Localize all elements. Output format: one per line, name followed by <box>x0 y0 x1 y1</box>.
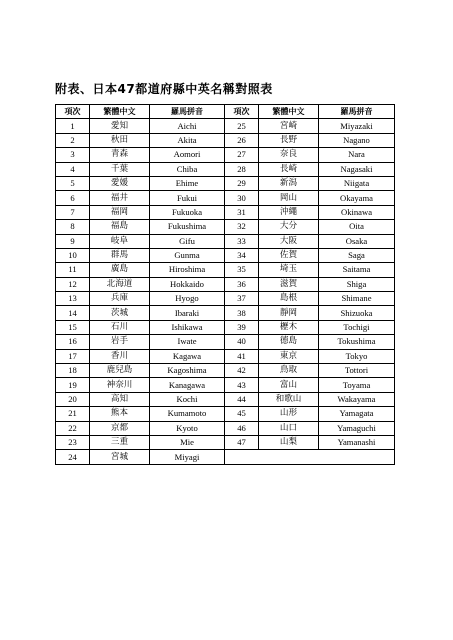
row-romaji-name-2: Okayama <box>319 191 395 205</box>
row-index-2: 40 <box>225 335 259 349</box>
row-romaji-name-2: Saga <box>319 248 395 262</box>
table-body <box>56 119 395 464</box>
row-chinese-name-2: 山形 <box>259 407 319 421</box>
row-index: 11 <box>56 263 90 277</box>
row-chinese-name: 福島 <box>90 220 150 234</box>
row-index: 7 <box>56 205 90 219</box>
row-index-2: 25 <box>225 119 259 133</box>
row-index-2: 42 <box>225 364 259 378</box>
row-index: 8 <box>56 220 90 234</box>
row-romaji-name-2: Tokushima <box>319 335 395 349</box>
header-chinese: 繁體中文 <box>90 105 150 119</box>
row-index-2: 33 <box>225 234 259 248</box>
row-chinese-name: 福井 <box>90 191 150 205</box>
row-romaji-name-2: Nagasaki <box>319 162 395 176</box>
row-index-2: 45 <box>225 407 259 421</box>
row-index: 22 <box>56 421 90 435</box>
row-index-2: 43 <box>225 378 259 392</box>
row-chinese-name: 福岡 <box>90 205 150 219</box>
row-chinese-name-2: 滋賀 <box>259 277 319 291</box>
row-chinese-name: 熊本 <box>90 407 150 421</box>
row-chinese-name: 愛媛 <box>90 176 150 190</box>
row-romaji-name: Fukui <box>150 191 225 205</box>
table-row <box>56 119 395 133</box>
row-chinese-name: 北海道 <box>90 277 150 291</box>
row-romaji-name: Aomori <box>150 148 225 162</box>
table-row <box>56 349 395 363</box>
header-romaji: 羅馬拼音 <box>150 105 225 119</box>
row-index-2: 26 <box>225 133 259 147</box>
table-row <box>56 292 395 306</box>
row-index-2: 30 <box>225 191 259 205</box>
row-index: 2 <box>56 133 90 147</box>
row-index-2: 36 <box>225 277 259 291</box>
prefecture-table <box>55 104 395 465</box>
row-chinese-name: 千葉 <box>90 162 150 176</box>
table-row <box>56 148 395 162</box>
row-chinese-name: 愛知 <box>90 119 150 133</box>
row-romaji-name-2: Yamanashi <box>319 435 395 449</box>
row-chinese-name-2: 長野 <box>259 133 319 147</box>
table-row <box>56 176 395 190</box>
row-index-2: 29 <box>225 176 259 190</box>
table-header-row <box>56 105 395 119</box>
row-index-2: 37 <box>225 292 259 306</box>
row-chinese-name: 香川 <box>90 349 150 363</box>
row-chinese-name-2: 山梨 <box>259 435 319 449</box>
row-romaji-name-2: Tochigi <box>319 320 395 334</box>
table-row <box>56 407 395 421</box>
row-chinese-name: 廣島 <box>90 263 150 277</box>
row-romaji-name: Hiroshima <box>150 263 225 277</box>
row-chinese-name: 石川 <box>90 320 150 334</box>
row-chinese-name-2: 沖繩 <box>259 205 319 219</box>
table-row <box>56 277 395 291</box>
row-romaji-name: Kagawa <box>150 349 225 363</box>
row-chinese-name-2: 宮崎 <box>259 119 319 133</box>
row-chinese-name: 兵庫 <box>90 292 150 306</box>
row-romaji-name-2: Tokyo <box>319 349 395 363</box>
header-romaji-2: 羅馬拼音 <box>319 105 395 119</box>
row-romaji-name: Kumamoto <box>150 407 225 421</box>
row-romaji-name-2: Nagano <box>319 133 395 147</box>
row-index: 1 <box>56 119 90 133</box>
row-index: 18 <box>56 364 90 378</box>
row-romaji-name-2: Osaka <box>319 234 395 248</box>
row-index: 17 <box>56 349 90 363</box>
row-romaji-name: Gifu <box>150 234 225 248</box>
row-chinese-name: 青森 <box>90 148 150 162</box>
row-romaji-name-2: Shizuoka <box>319 306 395 320</box>
table-row <box>56 162 395 176</box>
row-romaji-name: Iwate <box>150 335 225 349</box>
row-romaji-name-2: Yamagata <box>319 407 395 421</box>
row-romaji-name: Ibaraki <box>150 306 225 320</box>
row-romaji-name: Kagoshima <box>150 364 225 378</box>
empty-cell <box>225 450 395 464</box>
row-romaji-name: Aichi <box>150 119 225 133</box>
row-index: 13 <box>56 292 90 306</box>
row-chinese-name-2: 大阪 <box>259 234 319 248</box>
row-index-2: 28 <box>225 162 259 176</box>
row-romaji-name-2: Okinawa <box>319 205 395 219</box>
row-chinese-name: 茨城 <box>90 306 150 320</box>
row-chinese-name: 岩手 <box>90 335 150 349</box>
row-index-2: 35 <box>225 263 259 277</box>
table-row <box>56 191 395 205</box>
row-romaji-name-2: Shimane <box>319 292 395 306</box>
row-romaji-name-2: Niigata <box>319 176 395 190</box>
row-index: 3 <box>56 148 90 162</box>
row-chinese-name: 京都 <box>90 421 150 435</box>
row-chinese-name-2: 富山 <box>259 378 319 392</box>
table-row <box>56 234 395 248</box>
row-romaji-name-2: Shiga <box>319 277 395 291</box>
row-romaji-name-2: Toyama <box>319 378 395 392</box>
table-row <box>56 335 395 349</box>
table-row <box>56 263 395 277</box>
row-index: 20 <box>56 392 90 406</box>
row-romaji-name: Ehime <box>150 176 225 190</box>
row-chinese-name-2: 島根 <box>259 292 319 306</box>
row-romaji-name: Kochi <box>150 392 225 406</box>
row-chinese-name-2: 鳥取 <box>259 364 319 378</box>
row-index-2: 44 <box>225 392 259 406</box>
row-romaji-name-2: Miyazaki <box>319 119 395 133</box>
header-chinese-2: 繁體中文 <box>259 105 319 119</box>
row-index-2: 27 <box>225 148 259 162</box>
row-index: 19 <box>56 378 90 392</box>
row-index: 10 <box>56 248 90 262</box>
row-chinese-name-2: 埼玉 <box>259 263 319 277</box>
row-romaji-name-2: Nara <box>319 148 395 162</box>
row-romaji-name: Ishikawa <box>150 320 225 334</box>
row-chinese-name: 秋田 <box>90 133 150 147</box>
row-romaji-name: Gunma <box>150 248 225 262</box>
table-row <box>56 421 395 435</box>
row-index-2: 39 <box>225 320 259 334</box>
row-chinese-name: 岐阜 <box>90 234 150 248</box>
row-index: 4 <box>56 162 90 176</box>
row-romaji-name-2: Tottori <box>319 364 395 378</box>
row-romaji-name: Hyogo <box>150 292 225 306</box>
row-romaji-name: Mie <box>150 435 225 449</box>
table-row <box>56 133 395 147</box>
row-index: 14 <box>56 306 90 320</box>
header-index: 項次 <box>56 105 90 119</box>
row-index-2: 32 <box>225 220 259 234</box>
row-chinese-name-2: 佐賀 <box>259 248 319 262</box>
row-chinese-name-2: 山口 <box>259 421 319 435</box>
row-romaji-name: Hokkaido <box>150 277 225 291</box>
row-romaji-name-2: Oita <box>319 220 395 234</box>
row-romaji-name: Miyagi <box>150 450 225 464</box>
row-romaji-name-2: Wakayama <box>319 392 395 406</box>
row-chinese-name-2: 大分 <box>259 220 319 234</box>
row-romaji-name-2: Yamaguchi <box>319 421 395 435</box>
row-romaji-name: Chiba <box>150 162 225 176</box>
row-index-2: 46 <box>225 421 259 435</box>
row-chinese-name-2: 奈良 <box>259 148 319 162</box>
row-index: 6 <box>56 191 90 205</box>
row-chinese-name: 高知 <box>90 392 150 406</box>
row-index-2: 34 <box>225 248 259 262</box>
table-row <box>56 450 395 464</box>
header-index-2: 項次 <box>225 105 259 119</box>
table-row <box>56 205 395 219</box>
table-row <box>56 435 395 449</box>
row-chinese-name-2: 新潟 <box>259 176 319 190</box>
table-row <box>56 320 395 334</box>
table-row <box>56 306 395 320</box>
row-index: 5 <box>56 176 90 190</box>
row-index: 15 <box>56 320 90 334</box>
row-chinese-name: 三重 <box>90 435 150 449</box>
row-index: 12 <box>56 277 90 291</box>
row-chinese-name: 神奈川 <box>90 378 150 392</box>
row-chinese-name-2: 和歌山 <box>259 392 319 406</box>
row-index: 16 <box>56 335 90 349</box>
row-index-2: 31 <box>225 205 259 219</box>
document-title: 附表、日本47都道府縣中英名稱對照表 <box>55 82 273 96</box>
row-chinese-name: 群馬 <box>90 248 150 262</box>
table-row <box>56 364 395 378</box>
row-index: 23 <box>56 435 90 449</box>
row-chinese-name-2: 東京 <box>259 349 319 363</box>
row-index-2: 38 <box>225 306 259 320</box>
table-row <box>56 378 395 392</box>
row-chinese-name: 鹿兒島 <box>90 364 150 378</box>
row-chinese-name-2: 岡山 <box>259 191 319 205</box>
row-index: 9 <box>56 234 90 248</box>
row-chinese-name-2: 長崎 <box>259 162 319 176</box>
row-romaji-name: Fukuoka <box>150 205 225 219</box>
row-romaji-name: Kyoto <box>150 421 225 435</box>
row-chinese-name-2: 德島 <box>259 335 319 349</box>
row-index-2: 47 <box>225 435 259 449</box>
table-row <box>56 248 395 262</box>
row-romaji-name: Kanagawa <box>150 378 225 392</box>
row-romaji-name-2: Saitama <box>319 263 395 277</box>
row-romaji-name: Akita <box>150 133 225 147</box>
row-chinese-name-2: 櫪木 <box>259 320 319 334</box>
row-chinese-name-2: 靜岡 <box>259 306 319 320</box>
table-row <box>56 392 395 406</box>
table-row <box>56 220 395 234</box>
row-index: 21 <box>56 407 90 421</box>
row-index-2: 41 <box>225 349 259 363</box>
row-romaji-name: Fukushima <box>150 220 225 234</box>
row-index: 24 <box>56 450 90 464</box>
row-chinese-name: 宮城 <box>90 450 150 464</box>
